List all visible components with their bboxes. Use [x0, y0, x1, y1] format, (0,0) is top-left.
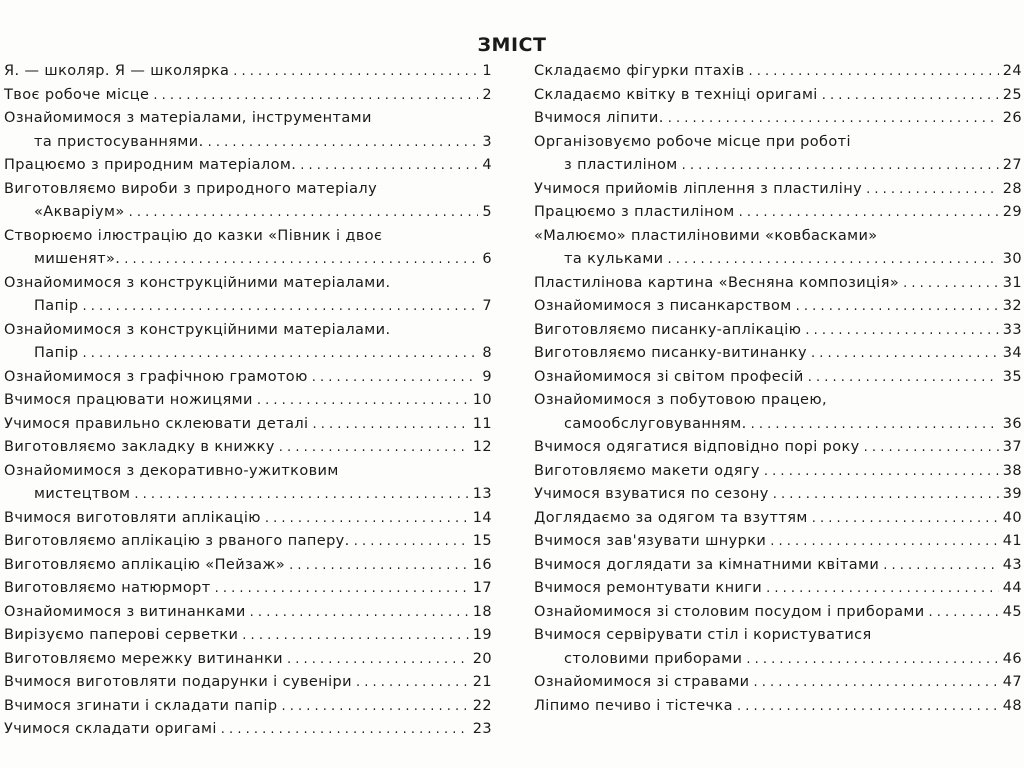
dot-leader [770, 530, 999, 554]
toc-entry [534, 366, 1022, 390]
toc-page-number: 24 [1002, 63, 1022, 79]
dot-leader [805, 319, 998, 343]
toc-page-number: 1 [482, 63, 492, 79]
dot-leader [737, 695, 999, 719]
toc-entry-title: та кульками [564, 251, 664, 267]
toc-page-number: 41 [1002, 533, 1022, 549]
toc-entry [534, 695, 1022, 719]
toc-page-number: 27 [1002, 157, 1022, 173]
toc-entry [534, 342, 1022, 366]
toc-entry-title: Учимося правильно склеювати деталі [4, 415, 309, 432]
toc-entry-title-line: Вчимося сервірувати стіл і користуватися [534, 627, 872, 643]
toc-page-number: 7 [482, 298, 492, 314]
dot-leader [287, 648, 469, 672]
dot-leader [751, 413, 999, 437]
toc-page-number: 4 [482, 157, 492, 173]
toc-entry-title-line: Виготовляємо вироби з природного матеріалу [4, 180, 378, 197]
toc-entry [534, 671, 1022, 695]
dot-leader [796, 295, 999, 319]
toc-entry [4, 107, 492, 154]
dot-leader [242, 624, 468, 648]
toc-page-number: 17 [472, 580, 492, 596]
dot-leader [811, 342, 999, 366]
toc-entry-title: Твоє робоче місце [4, 86, 150, 103]
dot-leader [289, 554, 469, 578]
toc-page-number: 15 [472, 533, 492, 549]
toc-entry [4, 695, 492, 719]
toc-page-number: 3 [482, 133, 492, 150]
toc-entry-title: Вчимося зав'язувати шнурки [534, 533, 767, 549]
toc-page-number: 22 [472, 697, 492, 714]
toc-entry-title: Ознайомимося з писанкарством [534, 298, 792, 314]
dot-leader [929, 601, 999, 625]
toc-entry [534, 84, 1022, 108]
dot-leader [749, 60, 999, 84]
toc-entry [4, 178, 492, 225]
toc-page-number: 25 [1002, 86, 1022, 103]
dot-leader [233, 60, 478, 84]
toc-page-number: 28 [1002, 180, 1022, 197]
toc-page-number: 20 [472, 650, 492, 667]
dot-leader [739, 201, 999, 225]
toc-entry [4, 718, 492, 742]
toc-entry-title-line: «Малюємо» пластиліновими «ковбасками» [534, 227, 878, 244]
toc-entry [534, 389, 1022, 436]
toc-page-number: 35 [1002, 368, 1022, 385]
toc-page-number: 43 [1002, 556, 1022, 573]
toc-page-number: 34 [1002, 345, 1022, 361]
toc-entry [4, 389, 492, 413]
toc-entry [4, 225, 492, 272]
toc-page-number: 11 [472, 415, 492, 432]
toc-entry [4, 366, 492, 390]
toc-page-number: 9 [482, 368, 492, 385]
dot-leader [312, 366, 479, 390]
toc-entry [534, 530, 1022, 554]
toc-right-column [534, 60, 1022, 718]
toc-entry-title: Вирізуємо паперові серветки [4, 627, 239, 643]
toc-entry-title-line: Організовуємо робоче місце при роботі [534, 133, 851, 150]
toc-entry-title: Вчимося доглядати за кімнатними квітами [534, 556, 880, 573]
toc-entry-title: з пластиліном [564, 157, 678, 173]
toc-entry-title: Вчимося виготовляти подарунки і сувеніри [4, 674, 352, 690]
dot-leader [83, 295, 479, 319]
toc-entry [534, 319, 1022, 343]
toc-page-number: 37 [1002, 439, 1022, 455]
toc-page-number: 31 [1002, 274, 1022, 291]
toc-entry-title: Виготовляємо аплікацію з рваного паперу. [4, 533, 350, 549]
dot-leader [764, 460, 999, 484]
dot-leader [883, 554, 999, 578]
toc-page-number: 5 [482, 204, 492, 220]
dot-leader [279, 436, 469, 460]
toc-entry-title-line: Ознайомимося з декоративно-ужитковим [4, 462, 339, 479]
toc-entry-title: Учимося складати оригамі [4, 721, 217, 737]
toc-entry-title: Вчимося ліпити. [534, 110, 664, 126]
toc-page-number: 47 [1002, 674, 1022, 690]
toc-entry-title: Пластилінова картина «Весняна композиція» [534, 274, 900, 291]
toc-entry-title: мистецтвом [34, 486, 131, 502]
toc-entry [4, 436, 492, 460]
toc-page-number: 29 [1002, 204, 1022, 220]
dot-leader [773, 483, 999, 507]
dot-leader [668, 107, 999, 131]
toc-page-number: 38 [1002, 462, 1022, 479]
toc-entry [4, 319, 492, 366]
page-title: ЗМІСТ [477, 34, 547, 56]
toc-entry-title: Ознайомимося з витинанками [4, 603, 246, 620]
toc-page-number: 21 [472, 674, 492, 690]
toc-entry [534, 483, 1022, 507]
toc-entry-title: Виготовляємо закладку в книжку [4, 439, 275, 455]
toc-page-number: 13 [472, 486, 492, 502]
toc-entry [534, 225, 1022, 272]
toc-entry [4, 648, 492, 672]
toc-entry-title: Виготовляємо аплікацію «Пейзаж» [4, 556, 286, 573]
toc-entry [534, 201, 1022, 225]
toc-page-number: 40 [1002, 509, 1022, 526]
toc-page-number: 12 [472, 439, 492, 455]
dot-leader [864, 436, 999, 460]
dot-leader [754, 671, 999, 695]
toc-page-number: 32 [1002, 298, 1022, 314]
toc-page-number: 8 [482, 345, 492, 361]
toc-page-number: 26 [1002, 110, 1022, 126]
toc-entry-title: Учимося взуватися по сезону [534, 486, 769, 502]
toc-entry [534, 436, 1022, 460]
toc-entry-title: «Акваріум» [34, 204, 125, 220]
toc-entry [534, 624, 1022, 671]
toc-entry-title: Я. — школяр. Я — школярка [4, 63, 230, 79]
dot-leader [812, 507, 999, 531]
toc-entry-title: Складаємо фігурки птахів [534, 63, 745, 79]
toc-entry-title: Вчимося ремонтувати книги [534, 580, 763, 596]
dot-leader [668, 248, 999, 272]
toc-entry-title: Вчимося одягатися відповідно порі року [534, 439, 860, 455]
toc-entry [4, 577, 492, 601]
toc-entry [4, 460, 492, 507]
toc-entry [534, 554, 1022, 578]
dot-leader [215, 577, 469, 601]
toc-page-number: 45 [1002, 603, 1022, 620]
toc-entry-title: Вчимося виготовляти аплікацію [4, 509, 261, 526]
toc-entry-title: Доглядаємо за одягом та взуттям [534, 509, 808, 526]
dot-leader [257, 389, 469, 413]
toc-entry-title: Працюємо з природним матеріалом. [4, 157, 297, 173]
toc-page-number: 19 [472, 627, 492, 643]
toc-entry [4, 554, 492, 578]
toc-entry-title: Учимося прийомів ліплення з пластиліну [534, 180, 863, 197]
toc-entry [4, 601, 492, 625]
dot-leader [354, 530, 469, 554]
dot-leader [808, 366, 999, 390]
toc-page-number: 16 [472, 556, 492, 573]
dot-leader [746, 648, 998, 672]
toc-page-number: 46 [1002, 650, 1022, 667]
toc-entry-title: Вчимося працювати ножицями [4, 392, 253, 408]
dot-leader [300, 154, 478, 178]
toc-entry [4, 530, 492, 554]
toc-page-number: 6 [482, 251, 492, 267]
toc-entry-title: Папір [34, 345, 79, 361]
toc-page-number: 33 [1002, 321, 1022, 338]
toc-entry [534, 131, 1022, 178]
toc-entry-title: столовими приборами [564, 650, 743, 667]
toc-entry [4, 272, 492, 319]
dot-leader [356, 671, 469, 695]
toc-page-number: 30 [1002, 251, 1022, 267]
dot-leader [866, 178, 999, 202]
dot-leader [250, 601, 469, 625]
toc-entry-title: Ліпимо печиво і тістечка [534, 697, 733, 714]
toc-entry [534, 601, 1022, 625]
toc-page-number: 14 [472, 509, 492, 526]
toc-entry-title: Складаємо квітку в техніці оригамі [534, 86, 818, 103]
toc-left-column [4, 60, 492, 742]
dot-leader [221, 718, 469, 742]
toc-page-number: 39 [1002, 486, 1022, 502]
toc-entry-title: мишенят». [34, 251, 121, 267]
toc-entry-title-line: Ознайомимося з конструкційними матеріалами. [4, 274, 391, 291]
toc-entry [4, 84, 492, 108]
dot-leader [124, 248, 478, 272]
toc-entry-title: Виготовляємо писанку-аплікацію [534, 321, 802, 338]
toc-page-number: 36 [1002, 415, 1022, 432]
toc-entry-title: Ознайомимося зі світом професій [534, 368, 804, 385]
toc-entry-title: самообслуговуванням. [564, 415, 747, 432]
toc-entry-title: Вчимося згинати і складати папір [4, 697, 278, 714]
toc-page-number: 44 [1002, 580, 1022, 596]
toc-entry [4, 507, 492, 531]
toc-page-number: 10 [472, 392, 492, 408]
dot-leader [153, 84, 478, 108]
dot-leader [134, 483, 468, 507]
toc-entry-title: Папір [34, 298, 79, 314]
toc-entry-title: Виготовляємо писанку-витинанку [534, 345, 807, 361]
dot-leader [281, 695, 468, 719]
toc-entry [534, 178, 1022, 202]
toc-entry-title: та пристосуваннями. [34, 133, 204, 150]
toc-page-number: 23 [472, 721, 492, 737]
toc-page-number: 2 [482, 86, 492, 103]
toc-entry-title: Ознайомимося з графічною грамотою [4, 368, 308, 385]
toc-entry-title-line: Ознайомимося з конструкційними матеріалами. [4, 321, 391, 338]
toc-entry [534, 60, 1022, 84]
toc-entry [534, 272, 1022, 296]
toc-entry [534, 107, 1022, 131]
dot-leader [208, 131, 479, 155]
toc-page-number: 18 [472, 603, 492, 620]
toc-entry [4, 624, 492, 648]
dot-leader [682, 154, 999, 178]
toc-page-number: 48 [1002, 697, 1022, 714]
toc-entry-title: Ознайомимося зі столовим посудом і приборами [534, 603, 925, 620]
dot-leader [265, 507, 469, 531]
dot-leader [83, 342, 479, 366]
toc-entry-title: Ознайомимося зі стравами [534, 674, 750, 690]
toc-entry [534, 507, 1022, 531]
toc-entry [4, 154, 492, 178]
dot-leader [903, 272, 999, 296]
toc-entry-title: Працюємо з пластиліном [534, 204, 735, 220]
dot-leader [129, 201, 479, 225]
toc-entry-title: Виготовляємо мережку витинанки [4, 650, 283, 667]
toc-entry-title-line: Ознайомимося з побутовою працею, [534, 392, 827, 408]
toc-entry [534, 460, 1022, 484]
toc-entry-title: Виготовляємо натюрморт [4, 580, 211, 596]
dot-leader [312, 413, 468, 437]
toc-entry [4, 671, 492, 695]
dot-leader [822, 84, 999, 108]
toc-entry-title-line: Створюємо ілюстрацію до казки «Півник і двоє [4, 227, 383, 244]
toc-entry [4, 413, 492, 437]
toc-entry [534, 295, 1022, 319]
dot-leader [766, 577, 999, 601]
toc-entry [534, 577, 1022, 601]
toc-entry-title-line: Ознайомимося з матеріалами, інструментами [4, 110, 372, 126]
toc-entry [4, 60, 492, 84]
toc-entry-title: Виготовляємо макети одягу [534, 462, 760, 479]
